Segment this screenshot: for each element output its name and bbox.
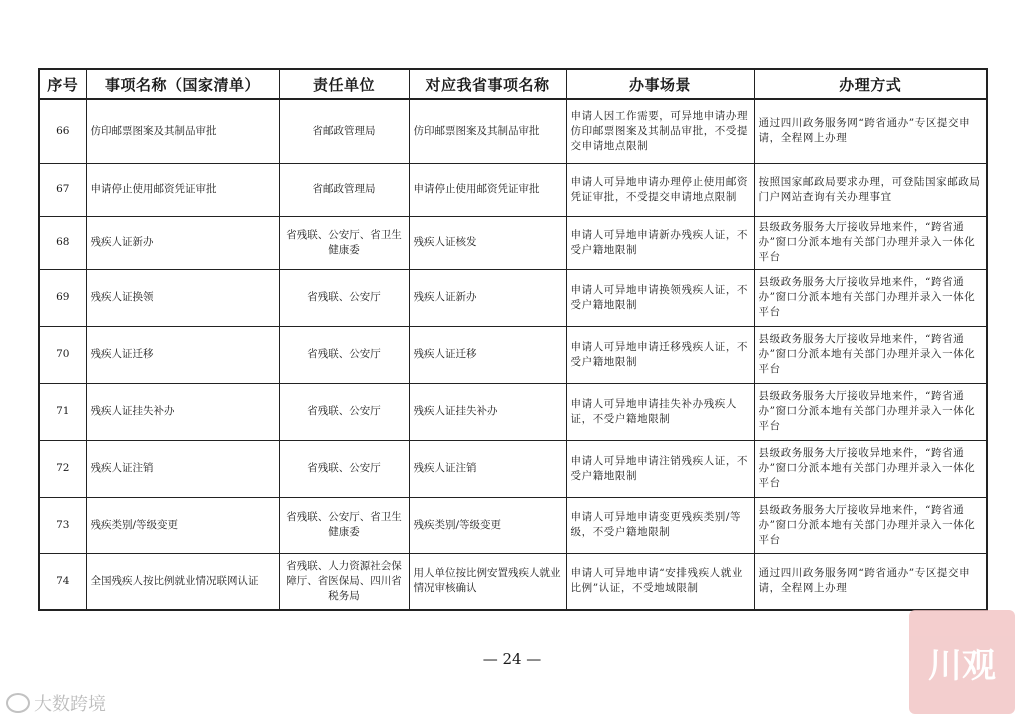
row-number: 68 [39, 216, 86, 269]
table-row [39, 99, 987, 163]
scenario: 申请人可异地申请换领残疾人证，不受户籍地限制 [566, 269, 754, 326]
row-number: 74 [39, 553, 86, 610]
header-index: 序号 [39, 69, 86, 99]
provincial-item: 仿印邮票图案及其制品审批 [409, 99, 566, 163]
table-row [39, 269, 987, 326]
header-item-name: 事项名称（国家清单） [86, 69, 279, 99]
responsible-unit: 省邮政管理局 [279, 99, 409, 163]
item-name: 申请停止使用邮资凭证审批 [86, 163, 279, 216]
table-row [39, 553, 987, 610]
method: 县级政务服务大厅接收异地来件，“跨省通办”窗口分派本地有关部门办理并录入一体化平台 [754, 216, 987, 269]
watermark-right-text: 川观 [928, 645, 996, 686]
scenario: 申请人可异地申请“安排残疾人就业比例”认证，不受地域限制 [566, 553, 754, 610]
header-scenario: 办事场景 [566, 69, 754, 99]
provincial-item: 残疾人证挂失补办 [409, 383, 566, 440]
method: 县级政务服务大厅接收异地来件，“跨省通办”窗口分派本地有关部门办理并录入一体化平台 [754, 383, 987, 440]
provincial-item: 残疾人证核发 [409, 216, 566, 269]
services-table [38, 68, 988, 611]
item-name: 残疾人证注销 [86, 440, 279, 497]
watermark-left-text: 大数跨境 [34, 694, 106, 715]
table-row [39, 440, 987, 497]
method: 按照国家邮政局要求办理，可登陆国家邮政局门户网站查询有关办理事宜 [754, 163, 987, 216]
watermark-left [6, 690, 106, 716]
item-name: 残疾人证迁移 [86, 326, 279, 383]
provincial-item: 申请停止使用邮资凭证审批 [409, 163, 566, 216]
page-number: — 24 — [482, 650, 542, 668]
item-name: 残疾人证新办 [86, 216, 279, 269]
method: 县级政务服务大厅接收异地来件，“跨省通办”窗口分派本地有关部门办理并录入一体化平台 [754, 440, 987, 497]
responsible-unit: 省残联、公安厅 [279, 326, 409, 383]
table-row [39, 326, 987, 383]
provincial-item: 残疾类别/等级变更 [409, 497, 566, 553]
watermark-right-logo [909, 610, 1015, 714]
method: 县级政务服务大厅接收异地来件，“跨省通办”窗口分派本地有关部门办理并录入一体化平台 [754, 269, 987, 326]
header-provincial-item: 对应我省事项名称 [409, 69, 566, 99]
row-number: 66 [39, 99, 86, 163]
responsible-unit: 省残联、公安厅 [279, 269, 409, 326]
scenario: 申请人可异地申请注销残疾人证，不受户籍地限制 [566, 440, 754, 497]
document-table-container [38, 68, 986, 611]
table-row [39, 163, 987, 216]
table-row [39, 383, 987, 440]
method: 通过四川政务服务网“跨省通办”专区提交申请，全程网上办理 [754, 553, 987, 610]
responsible-unit: 省残联、公安厅、省卫生健康委 [279, 216, 409, 269]
provincial-item: 残疾人证迁移 [409, 326, 566, 383]
weibo-icon [6, 693, 30, 713]
row-number: 73 [39, 497, 86, 553]
responsible-unit: 省残联、公安厅、省卫生健康委 [279, 497, 409, 553]
row-number: 71 [39, 383, 86, 440]
provincial-item: 残疾人证新办 [409, 269, 566, 326]
responsible-unit: 省残联、人力资源社会保障厅、省医保局、四川省税务局 [279, 553, 409, 610]
method: 县级政务服务大厅接收异地来件，“跨省通办”窗口分派本地有关部门办理并录入一体化平台 [754, 497, 987, 553]
row-number: 70 [39, 326, 86, 383]
scenario: 申请人可异地申请挂失补办残疾人证，不受户籍地限制 [566, 383, 754, 440]
scenario: 申请人可异地申请迁移残疾人证，不受户籍地限制 [566, 326, 754, 383]
scenario: 申请人因工作需要，可异地申请办理仿印邮票图案及其制品审批，不受提交申请地点限制 [566, 99, 754, 163]
scenario: 申请人可异地申请新办残疾人证，不受户籍地限制 [566, 216, 754, 269]
scenario: 申请人可异地申请变更残疾类别/等级，不受户籍地限制 [566, 497, 754, 553]
provincial-item: 残疾人证注销 [409, 440, 566, 497]
responsible-unit: 省残联、公安厅 [279, 383, 409, 440]
method: 通过四川政务服务网“跨省通办”专区提交申请，全程网上办理 [754, 99, 987, 163]
item-name: 全国残疾人按比例就业情况联网认证 [86, 553, 279, 610]
responsible-unit: 省邮政管理局 [279, 163, 409, 216]
scenario: 申请人可异地申请办理停止使用邮资凭证审批，不受提交申请地点限制 [566, 163, 754, 216]
item-name: 残疾人证挂失补办 [86, 383, 279, 440]
item-name: 残疾类别/等级变更 [86, 497, 279, 553]
item-name: 残疾人证换领 [86, 269, 279, 326]
row-number: 67 [39, 163, 86, 216]
table-row [39, 216, 987, 269]
method: 县级政务服务大厅接收异地来件，“跨省通办”窗口分派本地有关部门办理并录入一体化平台 [754, 326, 987, 383]
item-name: 仿印邮票图案及其制品审批 [86, 99, 279, 163]
row-number: 69 [39, 269, 86, 326]
table-row [39, 497, 987, 553]
header-method: 办理方式 [754, 69, 987, 99]
table-header-row [39, 69, 987, 99]
responsible-unit: 省残联、公安厅 [279, 440, 409, 497]
row-number: 72 [39, 440, 86, 497]
provincial-item: 用人单位按比例安置残疾人就业情况审核确认 [409, 553, 566, 610]
header-responsible-unit: 责任单位 [279, 69, 409, 99]
